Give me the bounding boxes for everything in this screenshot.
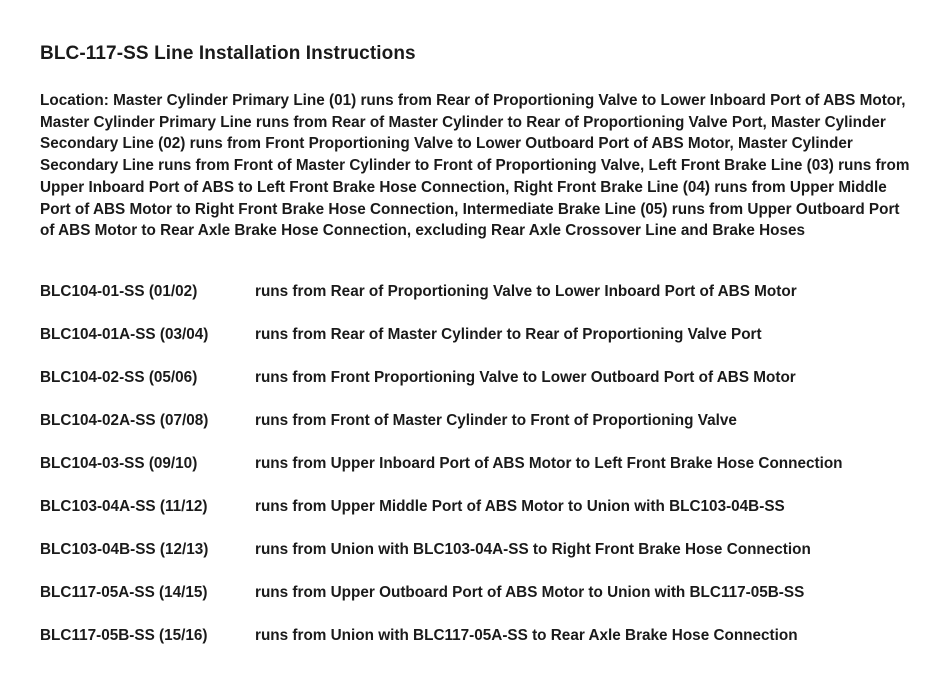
line-part-number: BLC117-05A-SS (14/15) [40,584,208,601]
line-row [40,283,920,326]
line-list [40,283,920,670]
line-part-number: BLC104-01-SS (01/02) [40,283,198,300]
line-description: runs from Upper Outboard Port of ABS Motor to Union with BLC117-05B-SS [255,584,805,601]
line-description: runs from Front Proportioning Valve to Lower Outboard Port of ABS Motor [255,369,796,386]
line-part-number: BLC103-04B-SS (12/13) [40,541,209,558]
line-part-number: BLC104-03-SS (09/10) [40,455,198,472]
line-row [40,541,920,584]
line-description: runs from Rear of Proportioning Valve to Lower Inboard Port of ABS Motor [255,283,797,300]
line-description: runs from Rear of Master Cylinder to Rear of Proportioning Valve Port [255,326,762,343]
line-row [40,498,920,541]
line-row [40,584,920,627]
line-description: runs from Upper Inboard Port of ABS Motor to Left Front Brake Hose Connection [255,455,843,472]
location-paragraph: Location: Master Cylinder Primary Line (01) runs from Rear of Proportioning Valve to Lower Inboard Port of ABS Motor, Master Cylinder Primary Line runs from Rear of Master Cylinder to Rear of Proportioning Valve Port, Master Cylinder Secondary Line (02) runs from Front Proportioning Valve to Lower Outboard Port of ABS Motor, Master Cylinder Secondary Line runs from Front of Master Cylinder to Front of Proportioning Valve, Left Front Brake Line (03) runs from Upper Inboard Port of ABS to Left Front Brake Hose Connection, Right Front Brake Line (04) runs from Upper Middle Port of ABS Motor to Right Front Brake Hose Connection, Intermediate Brake Line (05) runs from Upper Outboard Port of ABS Motor to Rear Axle Brake Hose Connection, excluding Rear Axle Crossover Line and Brake Hoses [40,92,910,240]
line-description: runs from Union with BLC117-05A-SS to Rear Axle Brake Hose Connection [255,627,798,644]
line-row [40,369,920,412]
line-description: runs from Union with BLC103-04A-SS to Right Front Brake Hose Connection [255,541,811,558]
line-row [40,455,920,498]
line-row [40,412,920,455]
line-part-number: BLC104-02A-SS (07/08) [40,412,209,429]
line-row [40,627,920,670]
line-part-number: BLC103-04A-SS (11/12) [40,498,208,515]
line-part-number: BLC117-05B-SS (15/16) [40,627,208,644]
line-description: runs from Front of Master Cylinder to Front of Proportioning Valve [255,412,737,429]
line-description: runs from Upper Middle Port of ABS Motor to Union with BLC103-04B-SS [255,498,785,515]
line-row [40,326,920,369]
document-title: BLC-117-SS Line Installation Instructions [40,43,416,64]
line-part-number: BLC104-02-SS (05/06) [40,369,198,386]
line-part-number: BLC104-01A-SS (03/04) [40,326,209,343]
